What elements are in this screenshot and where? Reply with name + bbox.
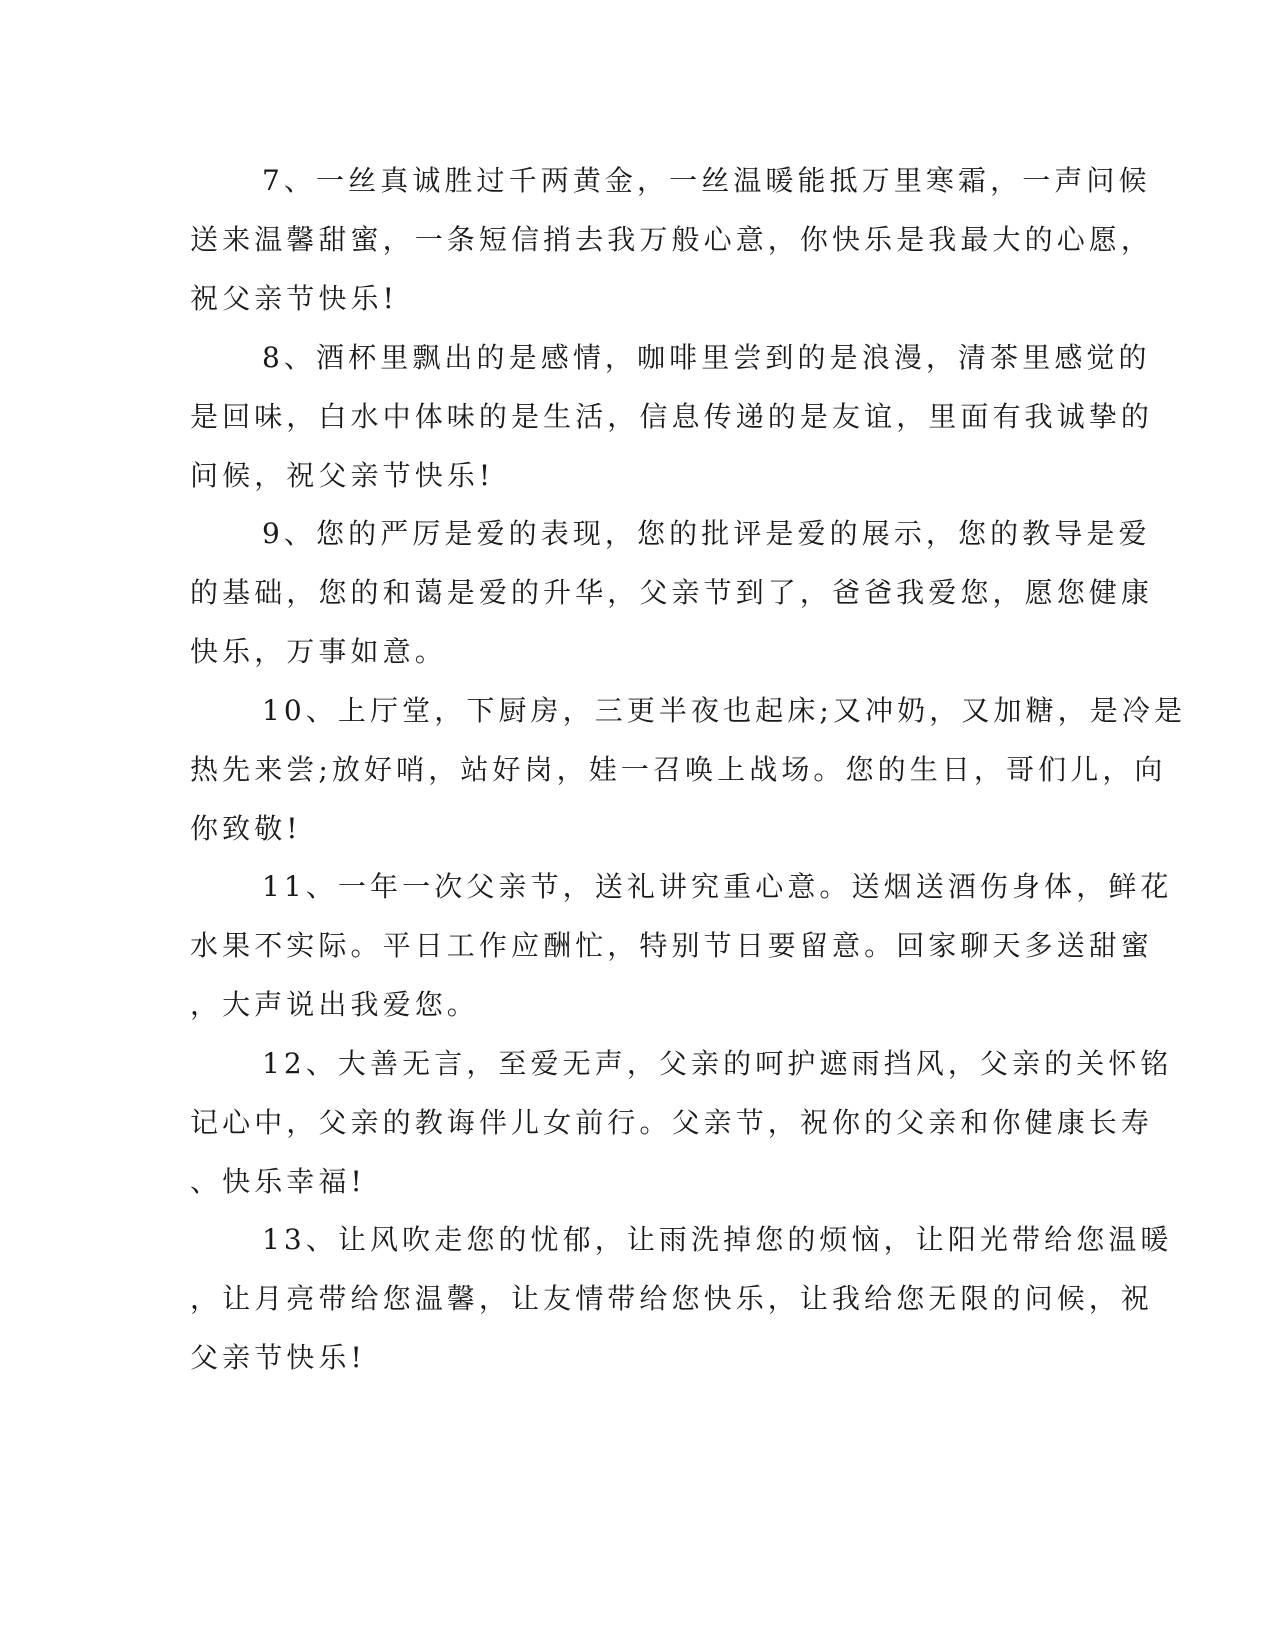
paragraph-10-line-1: 10、上厅堂，下厨房，三更半夜也起床;又冲奶，又加糖，是冷是 xyxy=(262,694,1187,727)
paragraph-12-line-2: 记心中，父亲的教诲伴儿女前行。父亲节，祝你的父亲和你健康长寿 xyxy=(190,1106,1154,1139)
paragraph-12-line-1: 12、大善无言，至爱无声，父亲的呵护遮雨挡风，父亲的关怀铭 xyxy=(262,1047,1173,1080)
paragraph-7-line-1: 7、一丝真诚胜过千两黄金，一丝温暖能抵万里寒霜，一声问候 xyxy=(262,164,1151,197)
paragraph-7-line-3: 祝父亲节快乐! xyxy=(190,282,398,315)
paragraph-13-line-3: 父亲节快乐! xyxy=(190,1341,366,1374)
paragraph-8-line-3: 问候，祝父亲节快乐! xyxy=(190,459,495,492)
paragraph-11-line-3: ，大声说出我爱您。 xyxy=(190,988,479,1021)
paragraph-8-line-2: 是回味，白水中体味的是生活，信息传递的是友谊，里面有我诚挚的 xyxy=(190,400,1154,433)
paragraph-12-line-3: 、快乐幸福! xyxy=(190,1165,366,1198)
paragraph-13-line-2: ，让月亮带给您温馨，让友情带给您快乐，让我给您无限的问候，祝 xyxy=(190,1282,1154,1315)
paragraph-9-line-3: 快乐，万事如意。 xyxy=(190,635,447,668)
paragraph-11-line-2: 水果不实际。平日工作应酬忙，特别节日要留意。回家聊天多送甜蜜 xyxy=(190,929,1154,962)
paragraph-13-line-1: 13、让风吹走您的忧郁，让雨洗掉您的烦恼，让阳光带给您温暖 xyxy=(262,1223,1173,1256)
paragraph-11-line-1: 11、一年一次父亲节，送礼讲究重心意。送烟送酒伤身体，鲜花 xyxy=(262,870,1173,903)
paragraph-10-line-2: 热先来尝;放好哨，站好岗，娃一召唤上战场。您的生日，哥们儿，向 xyxy=(190,753,1167,786)
paragraph-9-line-2: 的基础，您的和蔼是爱的升华，父亲节到了，爸爸我爱您，愿您健康 xyxy=(190,576,1154,609)
paragraph-10-line-3: 你致敬! xyxy=(190,812,302,845)
paragraph-7-line-2: 送来温馨甜蜜，一条短信捎去我万般心意，你快乐是我最大的心愿， xyxy=(190,223,1154,256)
paragraph-9-line-1: 9、您的严厉是爱的表现，您的批评是爱的展示，您的教导是爱 xyxy=(262,517,1151,550)
paragraph-8-line-1: 8、酒杯里飘出的是感情，咖啡里尝到的是浪漫，清茶里感觉的 xyxy=(262,341,1151,374)
